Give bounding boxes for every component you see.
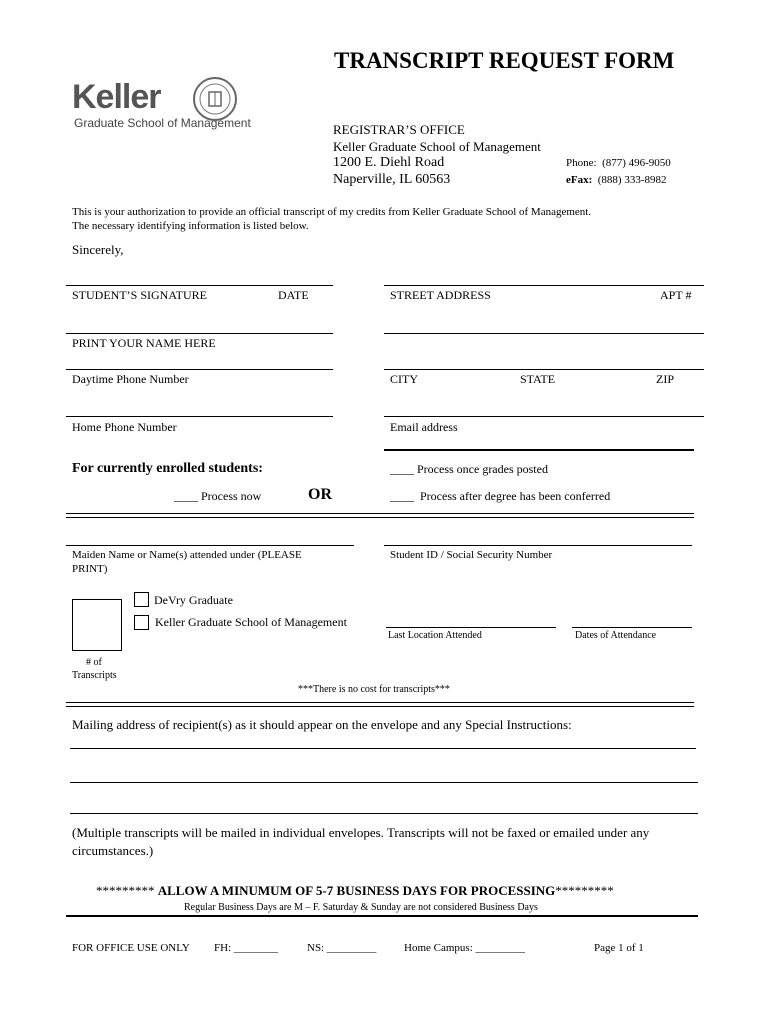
- num-transcripts-label-2: Transcripts: [72, 670, 117, 681]
- state-label: STATE: [520, 372, 556, 386]
- last-location-line[interactable]: [386, 627, 556, 628]
- registrar-city: Naperville, IL 60563: [333, 172, 451, 187]
- maiden-name-label-2: PRINT): [72, 563, 108, 575]
- home-phone-line[interactable]: [66, 416, 333, 417]
- stars-left: *********: [96, 883, 155, 898]
- keller-checkbox[interactable]: [134, 615, 149, 630]
- registrar-office: REGISTRAR’S OFFICE: [333, 122, 465, 137]
- page-number: Page 1 of 1: [594, 942, 644, 954]
- section-divider-bottom: [66, 513, 694, 518]
- mailing-label: Mailing address of recipient(s) as it should appear on the envelope and any Special Instructions:: [72, 717, 572, 732]
- apt-label: APT #: [660, 288, 692, 302]
- maiden-name-line[interactable]: [66, 545, 354, 546]
- mailing-note-1: (Multiple transcripts will be mailed in individual envelopes. Transcripts will not be faxed or emailed under any: [72, 825, 650, 840]
- degree-label: Process after degree has been conferred: [420, 489, 611, 503]
- processing-sub: Regular Business Days are M – F. Saturday & Sunday are not considered Business Days: [184, 902, 538, 913]
- city-state-zip-line[interactable]: [384, 369, 704, 370]
- processing-main: ALLOW A MINUMUM OF 5-7 BUSINESS DAYS FOR PROCESSING: [157, 883, 556, 898]
- intro-line2: The necessary identifying information is listed below.: [72, 220, 309, 232]
- keller-label: Keller Graduate School of Management: [155, 615, 347, 629]
- grades-blank[interactable]: ____: [390, 462, 414, 476]
- processing-notice: [96, 883, 614, 899]
- devry-checkbox[interactable]: [134, 592, 149, 607]
- street-label: STREET ADDRESS: [390, 288, 491, 302]
- or-separator: OR: [308, 486, 332, 503]
- option-grades-posted[interactable]: [390, 462, 548, 477]
- print-name-label: PRINT YOUR NAME HERE: [72, 336, 216, 350]
- logo-subtitle: Graduate School of Management: [74, 116, 251, 130]
- transcript-count-box[interactable]: [72, 599, 122, 651]
- footer-divider: [66, 915, 698, 917]
- phone-label: Phone:: [566, 157, 597, 169]
- mailing-line-2[interactable]: [70, 782, 698, 783]
- dates-label: Dates of Attendance: [575, 630, 657, 641]
- no-cost-note: ***There is no cost for transcripts***: [298, 684, 450, 695]
- address-line-2[interactable]: [384, 333, 704, 334]
- grades-label: Process once grades posted: [417, 462, 548, 476]
- registrar-street: 1200 E. Diehl Road: [333, 155, 445, 170]
- signature-line[interactable]: [66, 285, 333, 286]
- num-transcripts-label-1: # of: [86, 657, 102, 668]
- student-id-label: Student ID / Social Security Number: [390, 549, 553, 561]
- option-after-degree[interactable]: [390, 489, 610, 504]
- street-address-line[interactable]: [384, 285, 704, 286]
- option-process-now[interactable]: [174, 489, 261, 504]
- efax-number: (888) 333-8982: [597, 174, 667, 186]
- student-id-line[interactable]: [384, 545, 692, 546]
- mailing-line-3[interactable]: [70, 813, 698, 814]
- signature-label: STUDENT’S SIGNATURE: [72, 288, 207, 302]
- mailing-note-2: circumstances.): [72, 843, 154, 858]
- daytime-phone-line[interactable]: [66, 369, 333, 370]
- maiden-name-label-1: Maiden Name or Name(s) attended under (PLEASE: [72, 549, 302, 561]
- office-fh: FH: ________: [214, 942, 278, 954]
- now-blank[interactable]: ____: [174, 489, 198, 503]
- office-campus: Home Campus: _________: [404, 942, 525, 954]
- last-location-label: Last Location Attended: [388, 630, 482, 641]
- city-label: CITY: [390, 372, 418, 386]
- university-seal-icon: [192, 76, 238, 122]
- intro-line1: This is your authorization to provide an official transcript of my credits from Keller Graduate School of Management.: [72, 206, 592, 218]
- phone-number: (877) 496-9050: [602, 157, 671, 169]
- email-label: Email address: [390, 420, 458, 434]
- degree-blank[interactable]: ____: [390, 489, 414, 503]
- registrar-phone: [566, 157, 671, 169]
- mailing-line-1[interactable]: [70, 748, 696, 749]
- section-divider-top: [384, 449, 694, 451]
- devry-label: DeVry Graduate: [154, 593, 233, 607]
- email-line[interactable]: [384, 416, 704, 417]
- daytime-phone-label: Daytime Phone Number: [72, 372, 189, 386]
- office-use-label: FOR OFFICE USE ONLY: [72, 942, 190, 954]
- registrar-school: Keller Graduate School of Management: [333, 139, 541, 154]
- home-phone-label: Home Phone Number: [72, 420, 177, 434]
- enrolled-heading: For currently enrolled students:: [72, 461, 263, 476]
- stars-right: *********: [555, 883, 614, 898]
- efax-label: eFax:: [566, 174, 593, 186]
- now-label: Process now: [201, 489, 262, 503]
- logo-brand: Keller: [72, 78, 161, 116]
- print-name-line[interactable]: [66, 333, 333, 334]
- office-ns: NS: _________: [307, 942, 377, 954]
- zip-label: ZIP: [656, 372, 674, 386]
- date-label: DATE: [278, 288, 309, 302]
- dates-line[interactable]: [572, 627, 692, 628]
- form-title: TRANSCRIPT REQUEST FORM: [334, 48, 675, 73]
- intro-closing: Sincerely,: [72, 242, 124, 257]
- section-divider-mailing: [66, 702, 694, 707]
- registrar-efax: [566, 174, 667, 186]
